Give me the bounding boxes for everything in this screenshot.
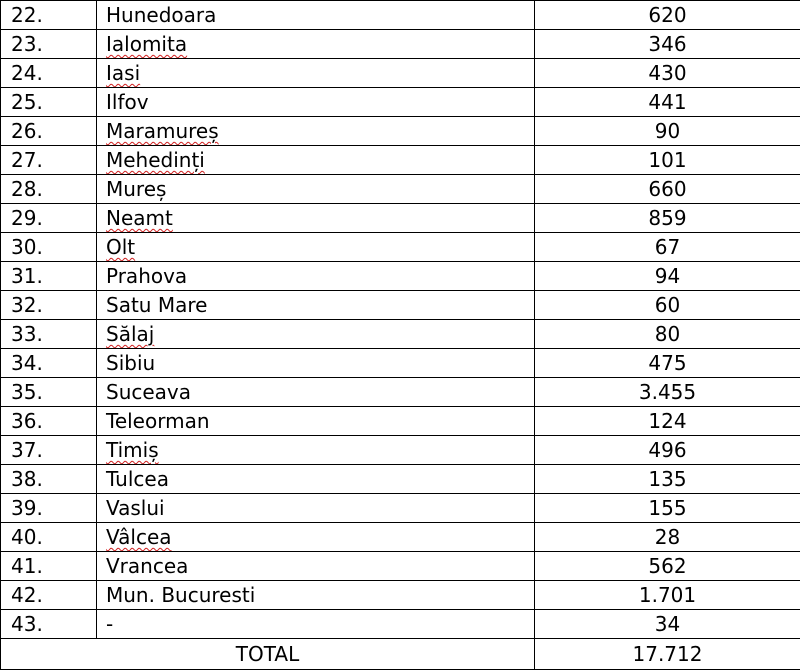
county-name-cell — [97, 349, 535, 378]
row-number: 27. — [1, 146, 97, 175]
county-name-cell — [97, 523, 535, 552]
row-number: 24. — [1, 59, 97, 88]
county-value: 496 — [535, 436, 800, 465]
county-value: 660 — [535, 175, 800, 204]
table-row — [1, 436, 800, 465]
table-row — [1, 407, 800, 436]
table-row — [1, 204, 800, 233]
total-label: TOTAL — [1, 639, 535, 670]
county-name-cell — [97, 146, 535, 175]
county-name: Mureș — [106, 177, 166, 201]
row-number: 30. — [1, 233, 97, 262]
row-number: 36. — [1, 407, 97, 436]
county-name: Mehedinți — [106, 148, 205, 172]
county-value: 135 — [535, 465, 800, 494]
row-number: 26. — [1, 117, 97, 146]
row-number: 28. — [1, 175, 97, 204]
county-value: 859 — [535, 204, 800, 233]
county-name-cell — [97, 436, 535, 465]
table-row — [1, 349, 800, 378]
county-value: 3.455 — [535, 378, 800, 407]
table-row — [1, 291, 800, 320]
county-name: Tulcea — [106, 467, 169, 491]
county-value: 620 — [535, 1, 800, 30]
county-name-cell — [97, 88, 535, 117]
county-name: Sălaj — [106, 322, 154, 346]
table-row — [1, 146, 800, 175]
county-value: 1.701 — [535, 581, 800, 610]
county-value: 94 — [535, 262, 800, 291]
row-number: 25. — [1, 88, 97, 117]
row-number: 41. — [1, 552, 97, 581]
county-name: Sibiu — [106, 351, 155, 375]
row-number: 39. — [1, 494, 97, 523]
county-value: 28 — [535, 523, 800, 552]
row-number: 43. — [1, 610, 97, 639]
county-name-cell — [97, 581, 535, 610]
county-name: Vaslui — [106, 496, 165, 520]
row-number: 32. — [1, 291, 97, 320]
county-name-cell — [97, 30, 535, 59]
county-table-body — [1, 1, 800, 670]
county-value: 155 — [535, 494, 800, 523]
county-value: 60 — [535, 291, 800, 320]
county-name-cell — [97, 1, 535, 30]
county-value: 67 — [535, 233, 800, 262]
county-name: Timiș — [106, 438, 159, 462]
county-name-cell — [97, 291, 535, 320]
row-number: 33. — [1, 320, 97, 349]
county-name: Ilfov — [106, 90, 149, 114]
row-number: 31. — [1, 262, 97, 291]
table-row — [1, 1, 800, 30]
county-value: 124 — [535, 407, 800, 436]
table-row — [1, 610, 800, 639]
total-row — [1, 639, 800, 670]
row-number: 38. — [1, 465, 97, 494]
county-name: Olt — [106, 235, 135, 259]
table-row — [1, 523, 800, 552]
county-name: Hunedoara — [106, 3, 216, 27]
county-name: Prahova — [106, 264, 187, 288]
county-value: 475 — [535, 349, 800, 378]
county-name: Iasi — [106, 61, 140, 85]
county-name-cell — [97, 117, 535, 146]
county-name: Mun. Bucuresti — [106, 583, 255, 607]
county-name-cell — [97, 407, 535, 436]
county-name: Satu Mare — [106, 293, 207, 317]
county-name-cell — [97, 262, 535, 291]
table-row — [1, 88, 800, 117]
county-name: Neamt — [106, 206, 173, 230]
county-name: Maramureș — [106, 119, 219, 143]
county-name-cell — [97, 494, 535, 523]
table-row — [1, 465, 800, 494]
county-name-cell — [97, 610, 535, 639]
row-number: 23. — [1, 30, 97, 59]
county-name: Suceava — [106, 380, 191, 404]
county-value: 80 — [535, 320, 800, 349]
county-value: 430 — [535, 59, 800, 88]
table-row — [1, 233, 800, 262]
table-row — [1, 262, 800, 291]
county-name-cell — [97, 204, 535, 233]
row-number: 37. — [1, 436, 97, 465]
table-row — [1, 581, 800, 610]
row-number: 35. — [1, 378, 97, 407]
county-name: Ialomita — [106, 32, 187, 56]
row-number: 42. — [1, 581, 97, 610]
table-row — [1, 30, 800, 59]
county-name-cell — [97, 59, 535, 88]
county-name: Vrancea — [106, 554, 188, 578]
county-value: 90 — [535, 117, 800, 146]
row-number: 40. — [1, 523, 97, 552]
table-row — [1, 552, 800, 581]
county-value: 34 — [535, 610, 800, 639]
county-name-cell — [97, 233, 535, 262]
row-number: 34. — [1, 349, 97, 378]
county-value: 346 — [535, 30, 800, 59]
table-row — [1, 117, 800, 146]
table-row — [1, 59, 800, 88]
county-value: 562 — [535, 552, 800, 581]
total-value: 17.712 — [535, 639, 800, 670]
county-name-cell — [97, 465, 535, 494]
county-name-cell — [97, 320, 535, 349]
county-name-cell — [97, 378, 535, 407]
county-name-cell — [97, 175, 535, 204]
county-value: 101 — [535, 146, 800, 175]
table-row — [1, 378, 800, 407]
table-row — [1, 494, 800, 523]
county-name: Vâlcea — [106, 525, 172, 549]
county-name-cell — [97, 552, 535, 581]
county-value: 441 — [535, 88, 800, 117]
county-name: Teleorman — [106, 409, 210, 433]
row-number: 29. — [1, 204, 97, 233]
row-number: 22. — [1, 1, 97, 30]
county-name: - — [106, 612, 113, 636]
table-row — [1, 175, 800, 204]
table-row — [1, 320, 800, 349]
